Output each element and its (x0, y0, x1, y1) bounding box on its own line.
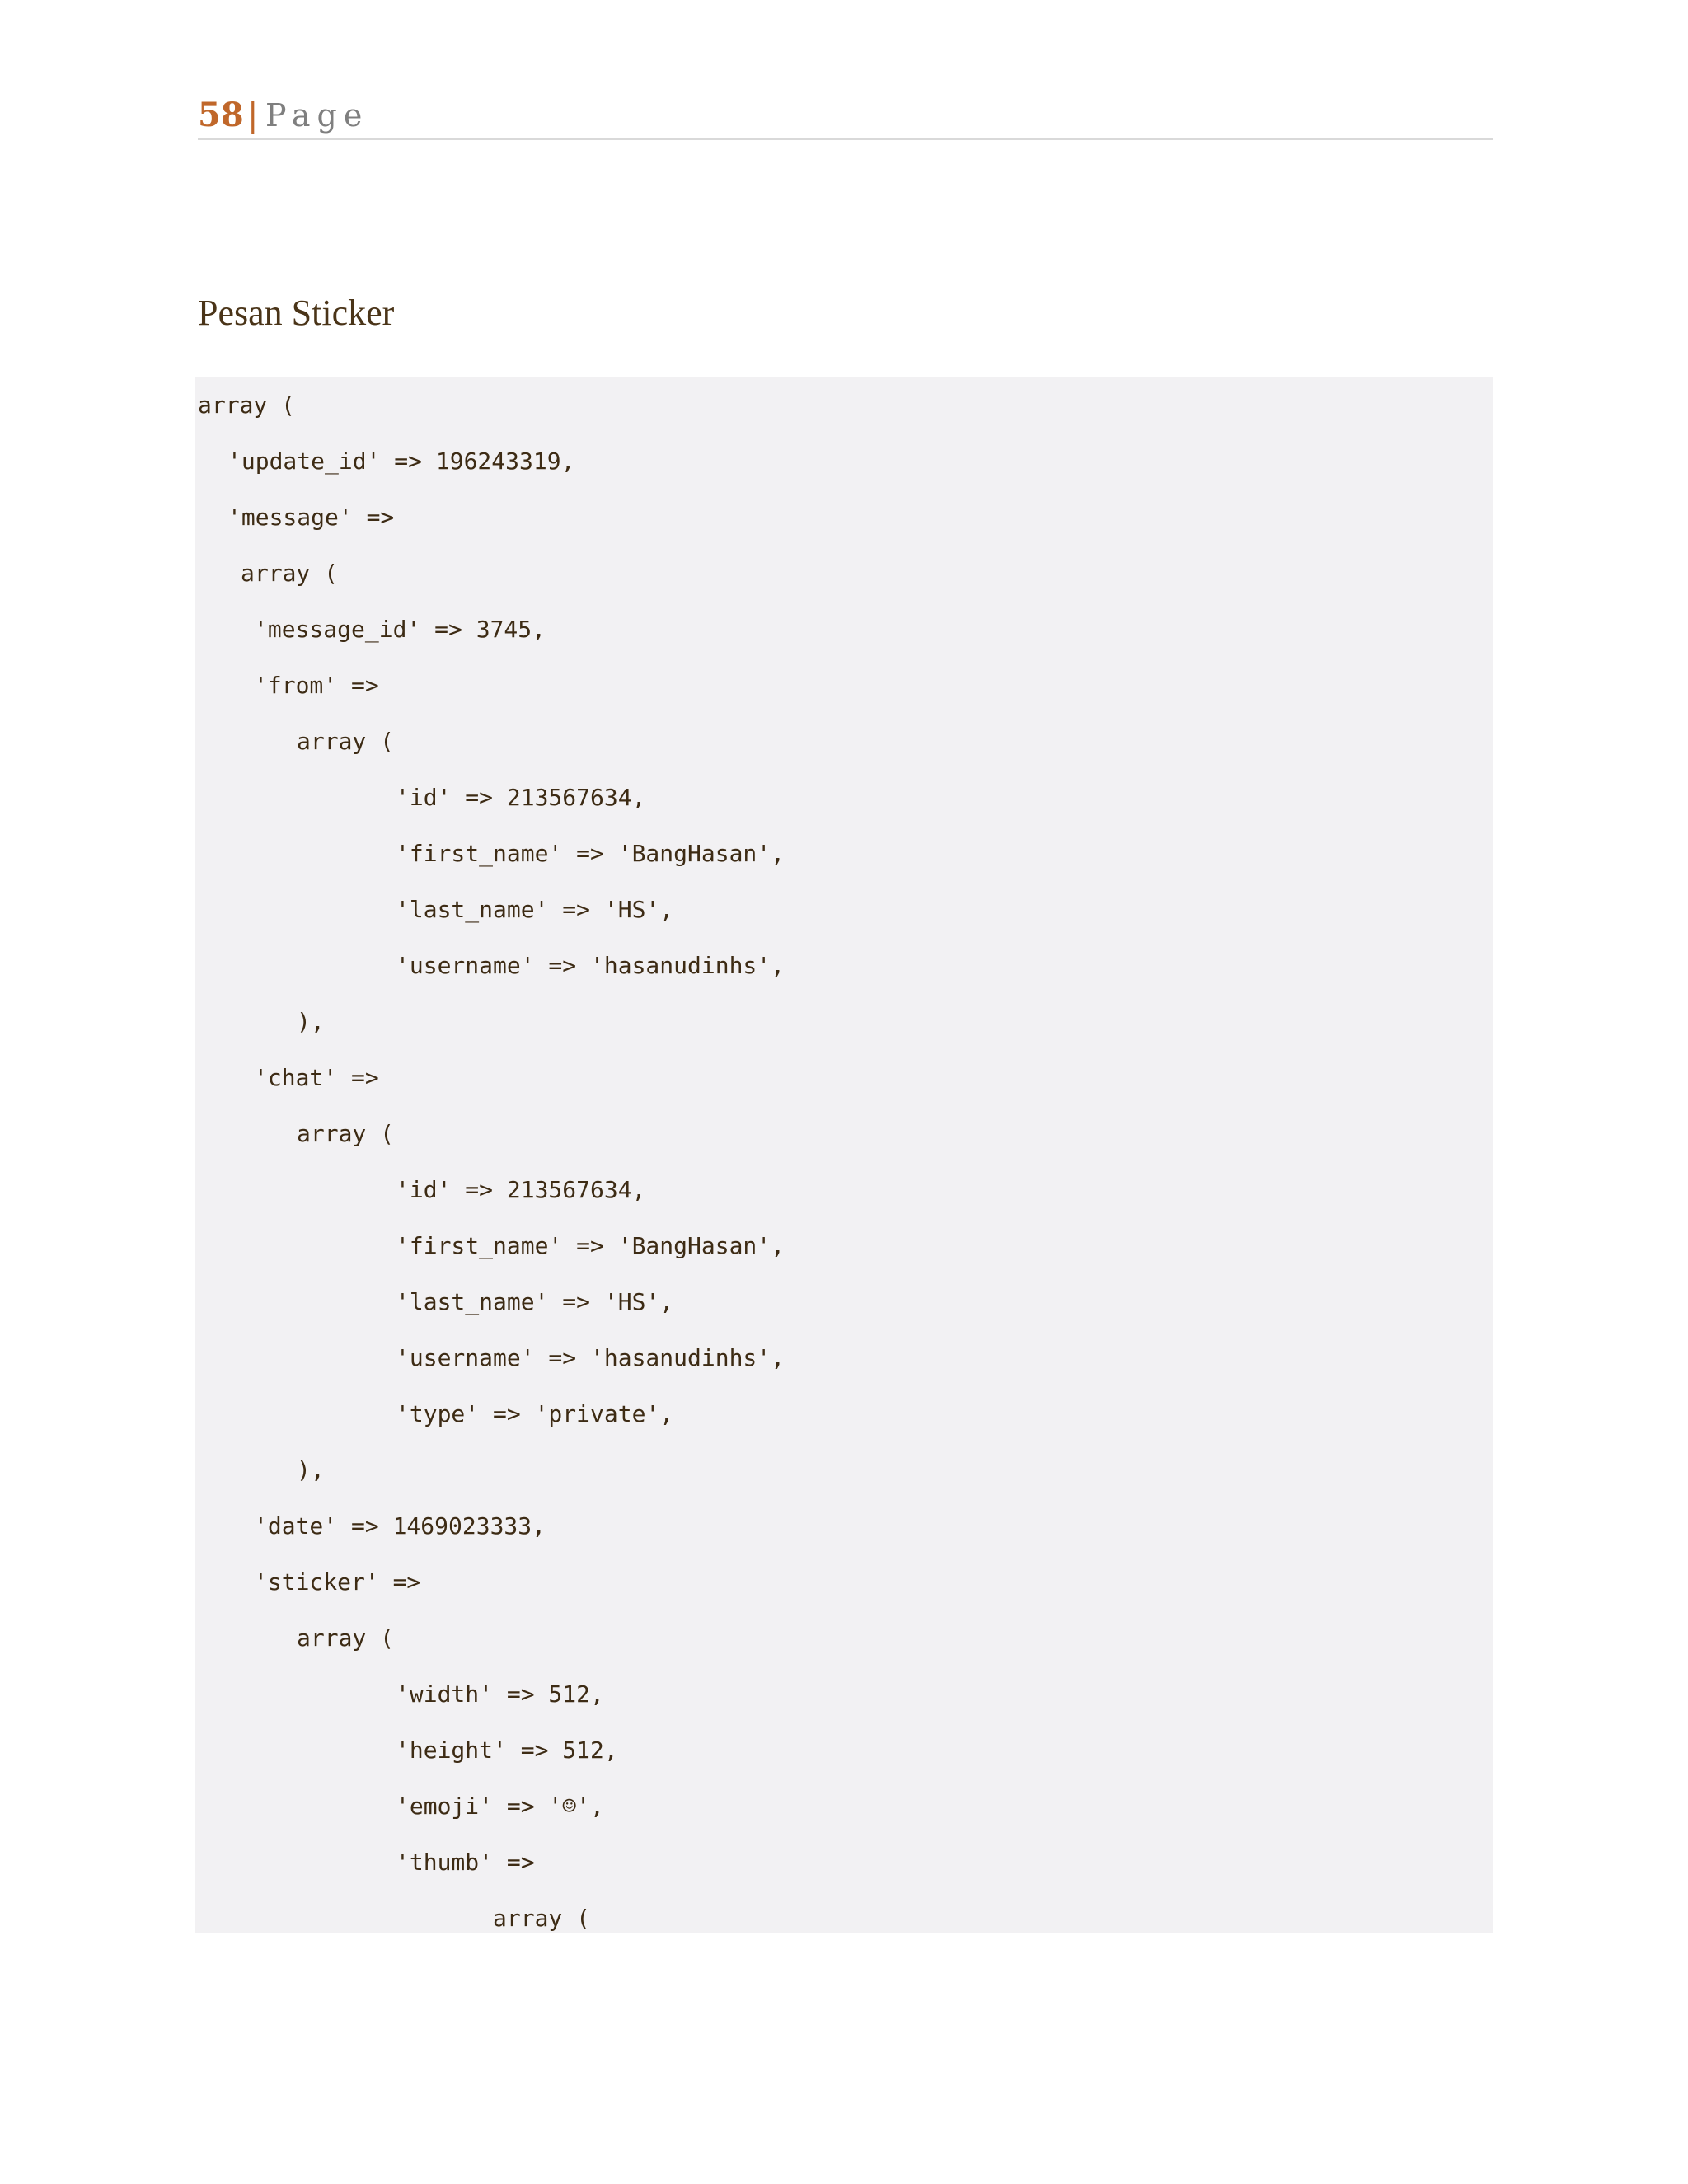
section-title: Pesan Sticker (198, 293, 395, 333)
code-line: 'update_id' => 196243319, (227, 448, 575, 475)
code-line: 'id' => 213567634, (396, 784, 646, 811)
page-number: 58 (198, 96, 244, 134)
code-line: 'type' => 'private', (396, 1400, 674, 1427)
code-block (195, 377, 1493, 1933)
page-header (198, 92, 1493, 140)
code-line: 'width' => 512, (396, 1680, 604, 1708)
code-line: 'id' => 213567634, (396, 1176, 646, 1203)
code-line: 'last_name' => 'HS', (396, 896, 674, 923)
code-line: 'date' => 1469023333, (254, 1512, 546, 1540)
code-line: array ( (241, 560, 339, 587)
code-line: 'message_id' => 3745, (254, 616, 546, 643)
code-line: array ( (297, 1120, 395, 1147)
code-line: 'sticker' => (254, 1568, 421, 1596)
code-line: ), (297, 1456, 325, 1483)
code-line: array ( (198, 391, 296, 419)
code-line: 'last_name' => 'HS', (396, 1288, 674, 1315)
code-line: 'chat' => (254, 1064, 379, 1091)
code-line: array ( (297, 728, 395, 755)
code-line: 'first_name' => 'BangHasan', (396, 1232, 785, 1259)
code-line: 'message' => (227, 504, 395, 531)
code-line: 'from' => (254, 672, 379, 699)
code-line: 'emoji' => '☺', (396, 1793, 604, 1820)
code-line: array ( (493, 1905, 591, 1932)
code-line: array ( (297, 1624, 395, 1652)
page-separator: | (247, 96, 259, 134)
code-line: 'thumb' => (396, 1849, 535, 1876)
code-line: ), (297, 1008, 325, 1035)
code-line: 'username' => 'hasanudinhs', (396, 952, 785, 979)
code-line: 'first_name' => 'BangHasan', (396, 840, 785, 867)
code-line: 'username' => 'hasanudinhs', (396, 1344, 785, 1371)
page-label: Page (265, 97, 369, 134)
code-line: 'height' => 512, (396, 1736, 618, 1764)
